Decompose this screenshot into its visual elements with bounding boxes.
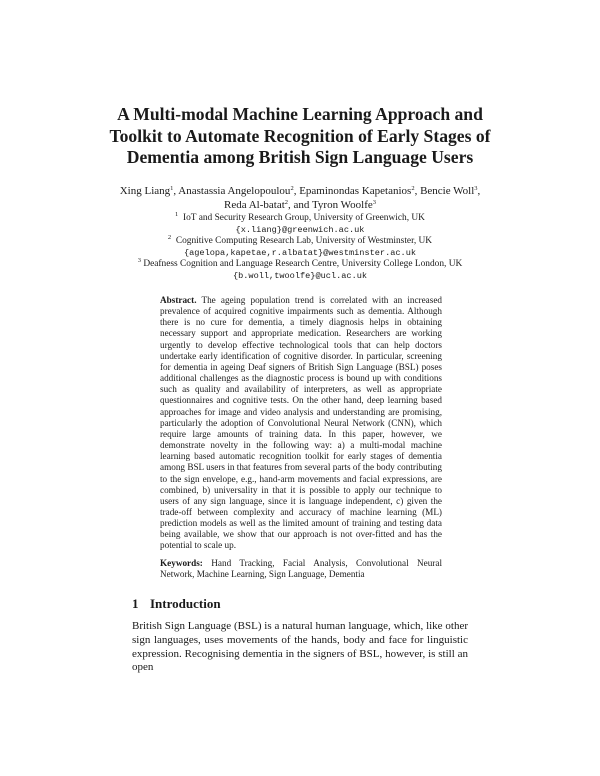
author: Anastassia Angelopoulou$^2$ [178, 185, 294, 197]
author: Reda Al-batat$^2$ [223, 199, 289, 211]
keywords-label: Keywords: [160, 558, 203, 568]
author: Epaminondas Kapetanios$^2$ [299, 185, 415, 197]
affiliation-email: {x.liang}@greenwich.ac.uk [235, 224, 365, 235]
keywords-text: Hand Tracking, Facial Analysis, Convolutional Neural Network, Machine Learning, Sign Language, Dementia [160, 558, 442, 580]
author: Bencie Woll$^3$ [420, 185, 478, 197]
paper-title: A Multi-modal Machine Learning Approach and Toolkit to Automate Recognition of Early Stages of Dementia among British Sign Language Users [109, 104, 491, 167]
affiliation-email: {b.woll,twoolfe}@ucl.ac.uk [232, 270, 368, 281]
abstract-label: Abstract. [160, 295, 197, 305]
section-number: 1 [132, 596, 139, 611]
affiliation: $^1$ IoT and Security Research Group, University of Greenwich, UK [175, 211, 425, 223]
author-list: Xing Liang$^1$, Anastassia Angelopoulou$^2$, Epaminondas Kapetanios$^2$, Bencie Woll$^3$, Reda Al-batat$^2$, and Tyron Woolfe$^3$ [119, 185, 481, 211]
affiliation: $^3$ Deafness Cognition and Language Research Centre, University College London, UK [137, 257, 463, 270]
author: Xing Liang$^1$ [119, 185, 174, 197]
affiliation: $^2$ Cognitive Computing Research Lab, University of Westminster, UK [167, 234, 433, 247]
body-paragraph: British Sign Language (BSL) is a natural human language, which, like other sign languages, uses movements of the hands, body and face for linguistic expression. Recognising dementia in the signers of BSL, however, is still an open [132, 620, 468, 674]
author: Tyron Woolfe$^3$ [311, 199, 376, 211]
section-heading [132, 596, 221, 612]
affiliations [100, 213, 500, 283]
keywords [160, 558, 442, 580]
abstract [160, 295, 442, 552]
abstract-text: The ageing population trend is correlated with an increased prevalence of acquired cognitive impairments such as dementia. Although there is no cure for dementia, a timely diagnosis helps in obtaining necessary support and appropriate medication. Researchers are working urgently to develop effective technological tools that can help doctors undertake early identification of cognitive disorder. In particular, screening for dementia in ageing Deaf signers of British Sign Language (BSL) poses additional challenges as the diagnostic process is bound up with conditions such as quality and availability of interpreters, as well as appropriate questionnaires and cognitive tests. On the other hand, deep learning based approaches for image and video analysis and understanding are promising, particularly the adoption of Convolutional Neural Network (CNN), which require large amounts of training data. In this paper, however, we demonstrate novelty in the following way: a) a multi-modal machine learning based automatic recognition toolkit for early stages of dementia among BSL users in that features from several parts of the body contributing to the sign envelope, e.g., hand-arm movements and facial expressions, are combined, b) universality in that it is possible to apply our technique to users of any sign language, since it is language independent, c) given the trade-off between complexity and accuracy of machine learning (ML) prediction models as well as the limited amount of training and testing data being available, we show that our approach is not over-fitted and has the potential to scale up. [160, 295, 442, 551]
affiliation-email: {agelopa,kapetae,r.albatat}@westminster.ac.uk [183, 247, 417, 258]
section-title: Introduction [150, 596, 221, 611]
